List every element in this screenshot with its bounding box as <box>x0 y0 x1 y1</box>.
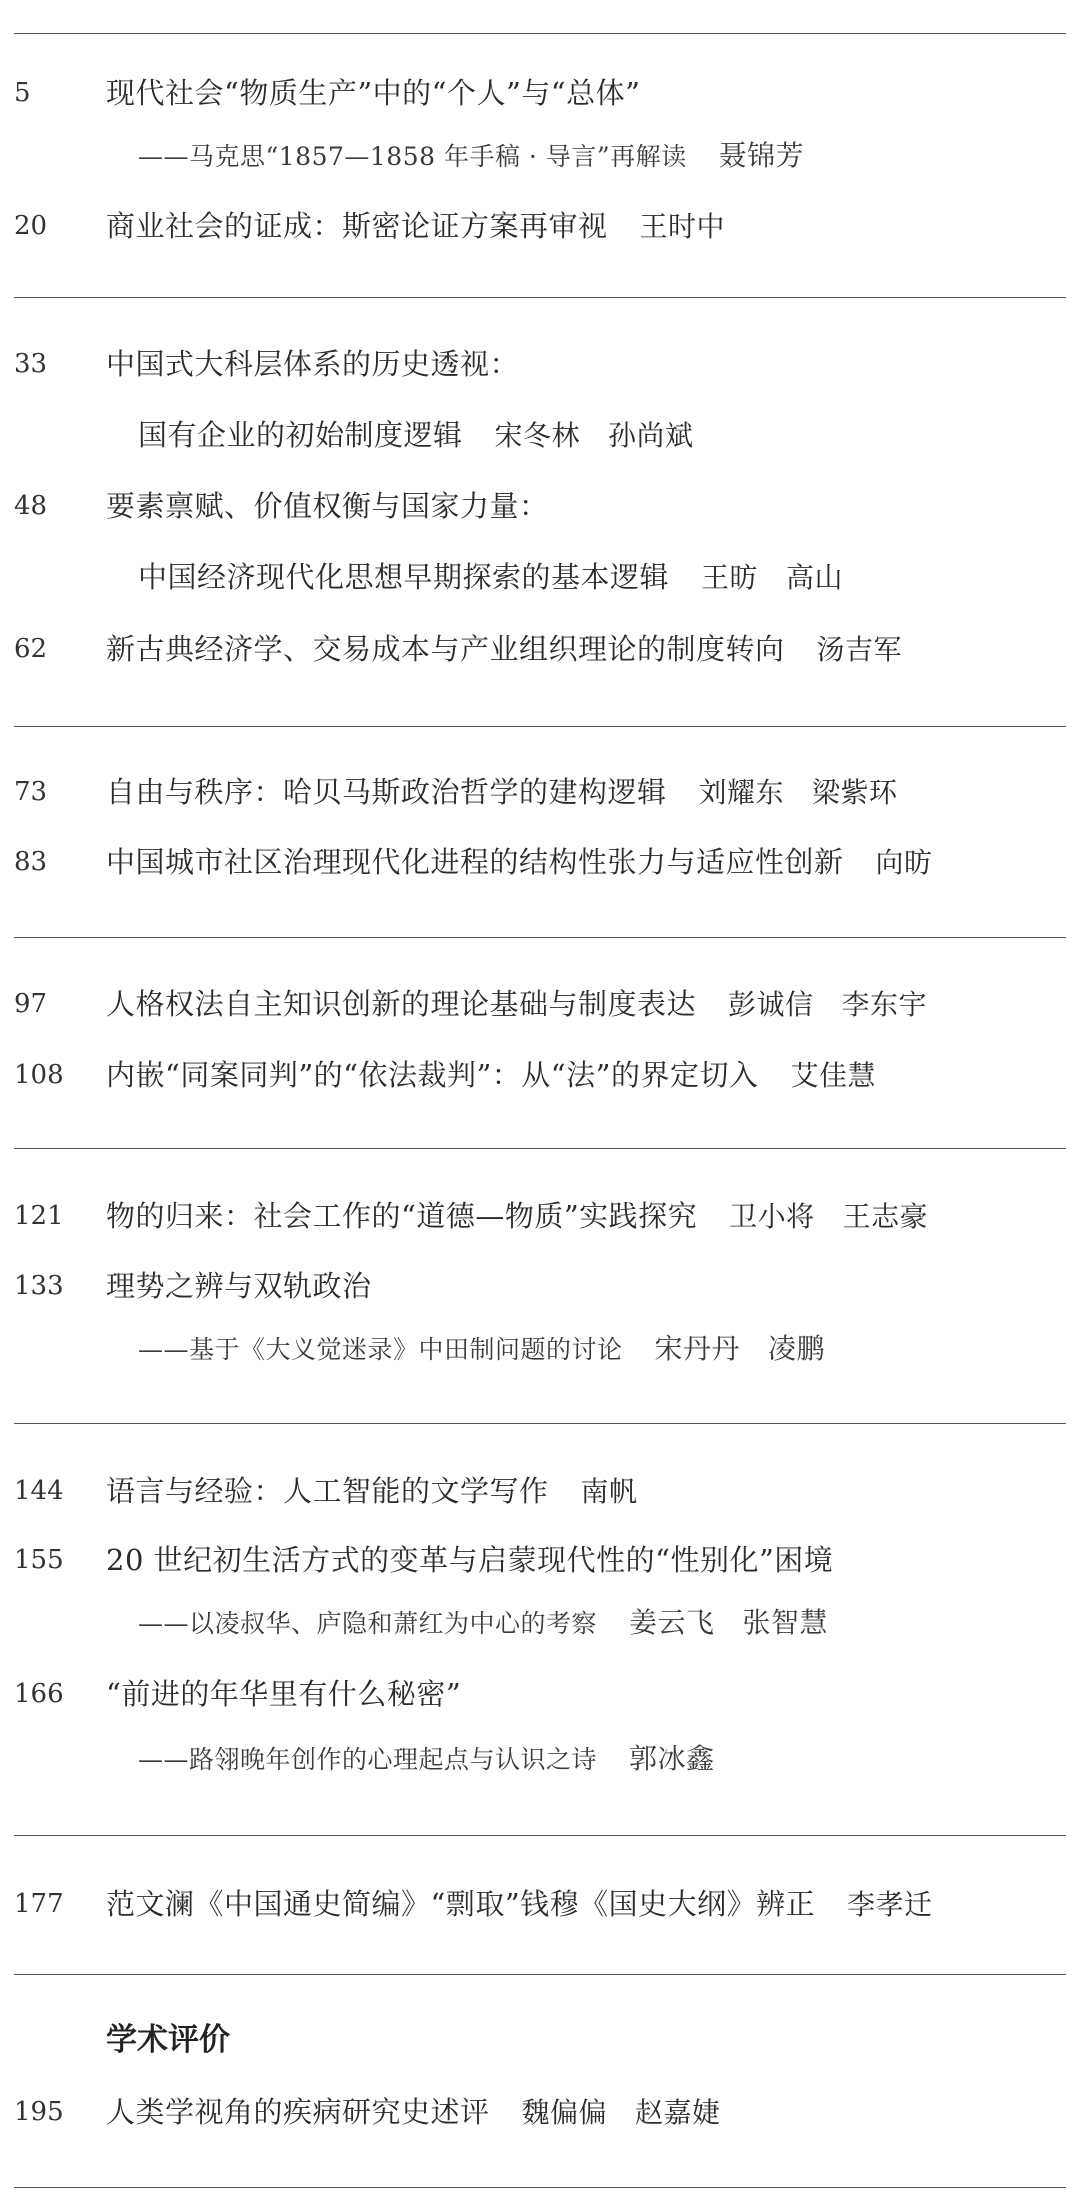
author-name: 张智慧 <box>742 1606 829 1639</box>
page-number: 20 <box>14 211 48 241</box>
toc-entry[interactable] <box>0 342 1080 386</box>
author-name: 孙尚斌 <box>608 419 694 452</box>
author-name: 高山 <box>786 561 844 594</box>
toc-entry[interactable] <box>0 770 1080 814</box>
divider <box>14 1835 1066 1836</box>
author-name: 郭冰鑫 <box>629 1742 715 1775</box>
author-name: 向昉 <box>875 846 933 879</box>
article-title: 中国城市社区治理现代化进程的结构性张力与适应性创新 <box>106 845 844 879</box>
author-name: 汤吉军 <box>816 633 903 666</box>
author-name: 聂锦芳 <box>718 139 805 172</box>
divider <box>14 33 1066 34</box>
toc-entry[interactable] <box>0 1882 1080 1926</box>
page-number: 177 <box>14 1889 64 1919</box>
page-number: 83 <box>14 847 48 877</box>
toc-entry-continuation <box>0 555 1080 599</box>
page-number: 62 <box>14 634 48 664</box>
toc-entry[interactable] <box>0 71 1080 115</box>
author-name: 王志豪 <box>842 1200 929 1233</box>
article-title: 人格权法自主知识创新的理论基础与制度表达 <box>106 987 697 1021</box>
toc-entry-subtitle <box>0 1737 1080 1781</box>
article-title: “前进的年华里有什么秘密” <box>106 1677 462 1711</box>
page-number: 48 <box>14 491 48 521</box>
divider <box>14 1974 1066 1975</box>
toc-entry[interactable] <box>0 1672 1080 1716</box>
author-name: 南帆 <box>580 1475 638 1508</box>
article-subtitle: ——以凌叔华、庐隐和萧红为中心的考察 <box>138 1609 598 1638</box>
divider <box>14 937 1066 938</box>
article-title: 物的归来：社会工作的“道德—物质”实践探究 <box>106 1199 698 1233</box>
author-name: 彭诚信 <box>728 988 814 1021</box>
page-number: 155 <box>14 1545 64 1575</box>
page-number: 144 <box>14 1476 64 1506</box>
page-number: 133 <box>14 1271 64 1301</box>
article-title: 20 世纪初生活方式的变革与启蒙现代性的“性别化”困境 <box>106 1543 834 1577</box>
toc-entry[interactable] <box>0 1053 1080 1097</box>
toc-entry[interactable] <box>0 1538 1080 1582</box>
article-title: 新古典经济学、交易成本与产业组织理论的制度转向 <box>106 632 785 666</box>
article-title: 自由与秩序：哈贝马斯政治哲学的建构逻辑 <box>106 775 667 809</box>
divider <box>14 1423 1066 1424</box>
author-name: 李东宇 <box>841 988 928 1021</box>
article-title: 理势之辨与双轨政治 <box>106 1269 372 1303</box>
author-name: 王时中 <box>639 210 726 243</box>
author-name: 梁紫环 <box>812 776 898 809</box>
page-number: 108 <box>14 1060 64 1090</box>
article-title: 商业社会的证成：斯密论证方案再审视 <box>106 209 608 243</box>
author-name: 赵嘉婕 <box>635 2096 721 2129</box>
author-name: 宋丹丹 <box>654 1332 741 1365</box>
author-name: 魏偏偏 <box>521 2096 608 2129</box>
toc-entry-subtitle <box>0 134 1080 178</box>
toc-entry[interactable] <box>0 2090 1080 2134</box>
page-number: 195 <box>14 2097 64 2127</box>
article-subtitle: ——路翎晚年创作的心理起点与认识之诗 <box>138 1745 598 1774</box>
article-title-continued: 国有企业的初始制度逻辑 <box>138 418 463 452</box>
divider <box>14 297 1066 298</box>
toc-entry-subtitle <box>0 1327 1080 1371</box>
toc-entry-continuation <box>0 413 1080 457</box>
author-name: 王昉 <box>701 561 759 594</box>
page-number: 33 <box>14 349 48 379</box>
toc-entry[interactable] <box>0 1264 1080 1308</box>
article-title: 语言与经验：人工智能的文学写作 <box>106 1474 549 1508</box>
page-number: 166 <box>14 1679 64 1709</box>
divider <box>14 1148 1066 1149</box>
article-title: 要素禀赋、价值权衡与国家力量： <box>106 489 549 523</box>
author-name: 宋冬林 <box>494 419 581 452</box>
toc-entry[interactable] <box>0 982 1080 1026</box>
toc-entry-subtitle <box>0 1601 1080 1645</box>
article-title: 内嵌“同案同判”的“依法裁判”：从“法”的界定切入 <box>106 1058 759 1092</box>
author-name: 凌鹏 <box>768 1332 826 1365</box>
article-subtitle: ——马克思“1857—1858 年手稿 · 导言”再解读 <box>138 142 687 171</box>
author-name: 艾佳慧 <box>790 1059 876 1092</box>
article-subtitle: ——基于《大义觉迷录》中田制问题的讨论 <box>138 1335 623 1364</box>
author-name: 刘耀东 <box>698 776 785 809</box>
divider <box>14 726 1066 727</box>
article-title: 中国式大科层体系的历史透视： <box>106 347 520 381</box>
divider <box>14 2187 1066 2188</box>
article-title: 人类学视角的疾病研究史述评 <box>106 2095 490 2129</box>
section-heading: 学术评价 <box>106 2022 230 2058</box>
toc-entry[interactable] <box>0 204 1080 248</box>
toc-entry[interactable] <box>0 484 1080 528</box>
article-title: 现代社会“物质生产”中的“个人”与“总体” <box>106 76 641 110</box>
toc-entry[interactable] <box>0 1469 1080 1513</box>
toc-entry[interactable] <box>0 627 1080 671</box>
page-number: 73 <box>14 777 48 807</box>
article-title-continued: 中国经济现代化思想早期探索的基本逻辑 <box>138 560 670 594</box>
page-number: 121 <box>14 1201 64 1231</box>
article-title: 范文澜《中国通史简编》“剽取”钱穆《国史大纲》辨正 <box>106 1887 816 1921</box>
author-name: 姜云飞 <box>629 1606 715 1639</box>
toc-entry[interactable] <box>0 1194 1080 1238</box>
author-name: 卫小将 <box>729 1200 815 1233</box>
toc-entry[interactable] <box>0 840 1080 884</box>
author-name: 李孝迁 <box>847 1888 933 1921</box>
page-number: 97 <box>14 989 48 1019</box>
page-number: 5 <box>14 78 31 108</box>
